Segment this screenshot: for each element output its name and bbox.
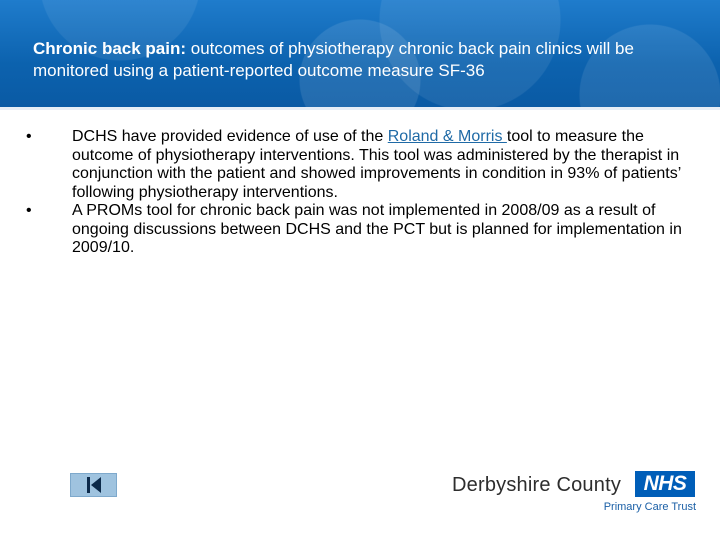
bullet-text: tool to measure the outcome of physiotherapy interventions. This tool was administered by the therapist in conjunction with the patient and showed improvements in condition in 93% of patients’ following physiotherapy interventions. (72, 128, 681, 201)
bullet-text: DCHS have provided evidence of use of the (72, 128, 388, 145)
bullet-list (26, 128, 686, 258)
roland-morris-link[interactable]: Roland & Morris (387, 128, 507, 145)
first-slide-button[interactable] (70, 473, 117, 497)
bullet-text: A PROMs tool for chronic back pain was not implemented in 2008/09 as a result of ongoing discussions between DCHS and the PCT but is planned for implementation in 2009/10. (72, 202, 682, 256)
bullet-item (26, 202, 686, 258)
slide-title (33, 38, 703, 82)
header-divider (0, 107, 720, 110)
bullet-marker: • (26, 128, 32, 145)
bullet-marker: • (26, 202, 32, 219)
bullet-item (26, 128, 686, 202)
slide-title-bold: Chronic back pain: (33, 39, 187, 58)
slide-title-rest: outcomes of physiotherapy chronic back pain clinics will be monitored using a patient-reported outcome measure SF-36 (33, 39, 634, 80)
organisation-logo (452, 470, 702, 520)
org-subtitle: Primary Care Trust (603, 501, 696, 513)
nhs-logo: NHS (635, 471, 695, 497)
skip-to-first-icon (84, 476, 104, 494)
org-name: Derbyshire County (452, 474, 622, 496)
